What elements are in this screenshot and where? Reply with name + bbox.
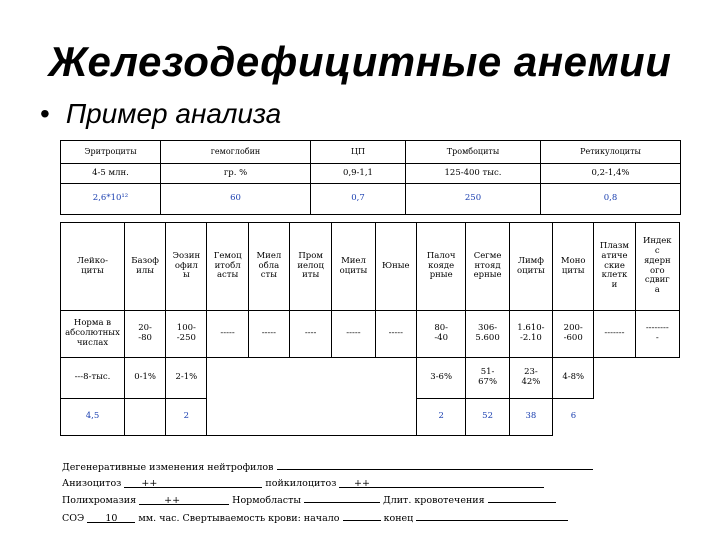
patient-reticulocytes: 0,8 [541, 184, 681, 215]
norm-pct-segmented: 51- 67% [466, 358, 509, 399]
poikilocytosis-label: пойкилоцитоз [265, 477, 337, 489]
footer-line-3 [62, 491, 593, 509]
norm-abs-shift-index: -------- - [635, 311, 679, 358]
normoblasts-field [304, 491, 380, 503]
header-myelocytes: Миел оциты [332, 223, 375, 311]
bullet-item [40, 98, 281, 130]
norm-pct-basophils: 0-1% [124, 358, 165, 399]
esr-label: СОЭ [62, 512, 85, 524]
patient-lymphocytes: 38 [509, 399, 552, 436]
esr-unit-and-coagulation-start: мм. час. Свертываемость крови: начало [138, 512, 340, 524]
header-hemoglobin: гемоглобин [161, 141, 311, 164]
patient-basophils-empty [124, 399, 165, 436]
norm-abs-lymphocytes: 1.610- -2.10 [509, 311, 552, 358]
norm-hemoglobin: гр. % [161, 164, 311, 184]
header-platelets: Тромбоциты [406, 141, 541, 164]
polychromasia-value: ++ [164, 495, 181, 506]
header-color-index: ЦП [311, 141, 406, 164]
patient-leukocytes: 4,5 [61, 399, 125, 436]
patient-color-index: 0,7 [311, 184, 406, 215]
anisocytosis-field [124, 476, 262, 488]
norm-pct-lymphocytes: 23- 42% [509, 358, 552, 399]
norm-pct-empty-right [594, 358, 680, 399]
patient-band: 2 [416, 399, 466, 436]
norm-abs-monocytes: 200- -600 [553, 311, 594, 358]
header-hemocytoblasts: Гемоц итобл асты [207, 223, 248, 311]
norm-pct-monocytes: 4-8% [553, 358, 594, 399]
norm-erythrocytes: 4-5 млн. [61, 164, 161, 184]
degenerative-changes-label: Дегенеративные изменения нейтрофилов [62, 462, 274, 473]
footer-notes [62, 458, 593, 526]
patient-empty-span [207, 399, 416, 436]
norm-platelets: 125-400 тыс. [406, 164, 541, 184]
header-leukocytes: Лейко- циты [61, 223, 125, 311]
anisocytosis-value: ++ [141, 477, 158, 489]
norm-abs-young: ----- [375, 311, 416, 358]
patient-platelets: 250 [406, 184, 541, 215]
poikilocytosis-field [339, 476, 544, 488]
patient-eosinophils: 2 [166, 399, 207, 436]
patient-segmented: 52 [466, 399, 509, 436]
header-promyelocytes: Пром иелоц иты [290, 223, 332, 311]
header-basophils: Базоф илы [124, 223, 165, 311]
patient-hemoglobin: 60 [161, 184, 311, 215]
header-monocytes: Моно циты [553, 223, 594, 311]
bleeding-field [488, 491, 556, 503]
patient-monocytes: 6 [570, 411, 577, 422]
degenerative-changes-field [277, 458, 593, 470]
anisocytosis-label: Анизоцитоз [62, 477, 122, 489]
coagulation-start-field [343, 509, 381, 521]
bullet-text: Пример анализа [65, 98, 282, 129]
normoblasts-label: Нормобласты [232, 495, 301, 506]
norm-abs-basophils: 20- -80 [124, 311, 165, 358]
norm-abs-myeloblasts: ----- [248, 311, 289, 358]
patient-empty-right [594, 399, 680, 436]
leukocyte-formula-table [60, 222, 680, 436]
header-reticulocytes: Ретикулоциты [541, 141, 681, 164]
footer-line-4 [62, 509, 593, 527]
polychromasia-field [139, 493, 229, 505]
norm-abs-segmented: 306- 5.600 [466, 311, 509, 358]
header-eosinophils: Эозин офил ы [166, 223, 207, 311]
patient-erythrocytes: 2,6*10¹² [61, 184, 161, 215]
norm-color-index: 0,9-1,1 [311, 164, 406, 184]
polychromasia-label: Полихромазия [62, 495, 137, 506]
bullet-dot: • [40, 98, 50, 129]
header-young: Юные [375, 223, 416, 311]
coagulation-end-label: конец [383, 512, 414, 524]
header-lymphocytes: Лимф оциты [509, 223, 552, 311]
esr-field [87, 511, 135, 523]
header-plasma-cells: Плазм атиче ские клетк и [594, 223, 635, 311]
norm-abs-label: Норма в абсолютных числах [61, 311, 125, 358]
header-band: Палоч кояде рные [416, 223, 466, 311]
coagulation-end-field [416, 509, 568, 521]
norm-abs-myelocytes: ----- [332, 311, 375, 358]
norm-pct-empty-span [207, 358, 416, 399]
top-analysis-table [60, 140, 681, 215]
norm-abs-plasma-cells: ------- [594, 311, 635, 358]
slide-title: Железодефицитные анемии [48, 38, 672, 85]
norm-abs-eosinophils: 100- -250 [166, 311, 207, 358]
header-myeloblasts: Миел обла сты [248, 223, 289, 311]
norm-abs-promyelocytes: ---- [290, 311, 332, 358]
footer-line-1 [62, 458, 593, 476]
norm-abs-hemocytoblasts: ----- [207, 311, 248, 358]
header-shift-index: Индек с ядерн ого сдвиг а [635, 223, 679, 311]
header-segmented: Сегме нтояд ерные [466, 223, 509, 311]
norm-pct-eosinophils: 2-1% [166, 358, 207, 399]
bleeding-label: Длит. кровотечения [382, 495, 485, 506]
norm-reticulocytes: 0,2-1,4% [541, 164, 681, 184]
poikilocytosis-value: ++ [354, 477, 370, 489]
footer-line-2 [62, 476, 593, 492]
norm-pct-band: 3-6% [416, 358, 466, 399]
header-erythrocytes: Эритроциты [61, 141, 161, 164]
esr-value: 10 [105, 512, 118, 524]
norm-pct-label: ---8-тыс. [61, 358, 125, 399]
norm-abs-band: 80- -40 [416, 311, 466, 358]
